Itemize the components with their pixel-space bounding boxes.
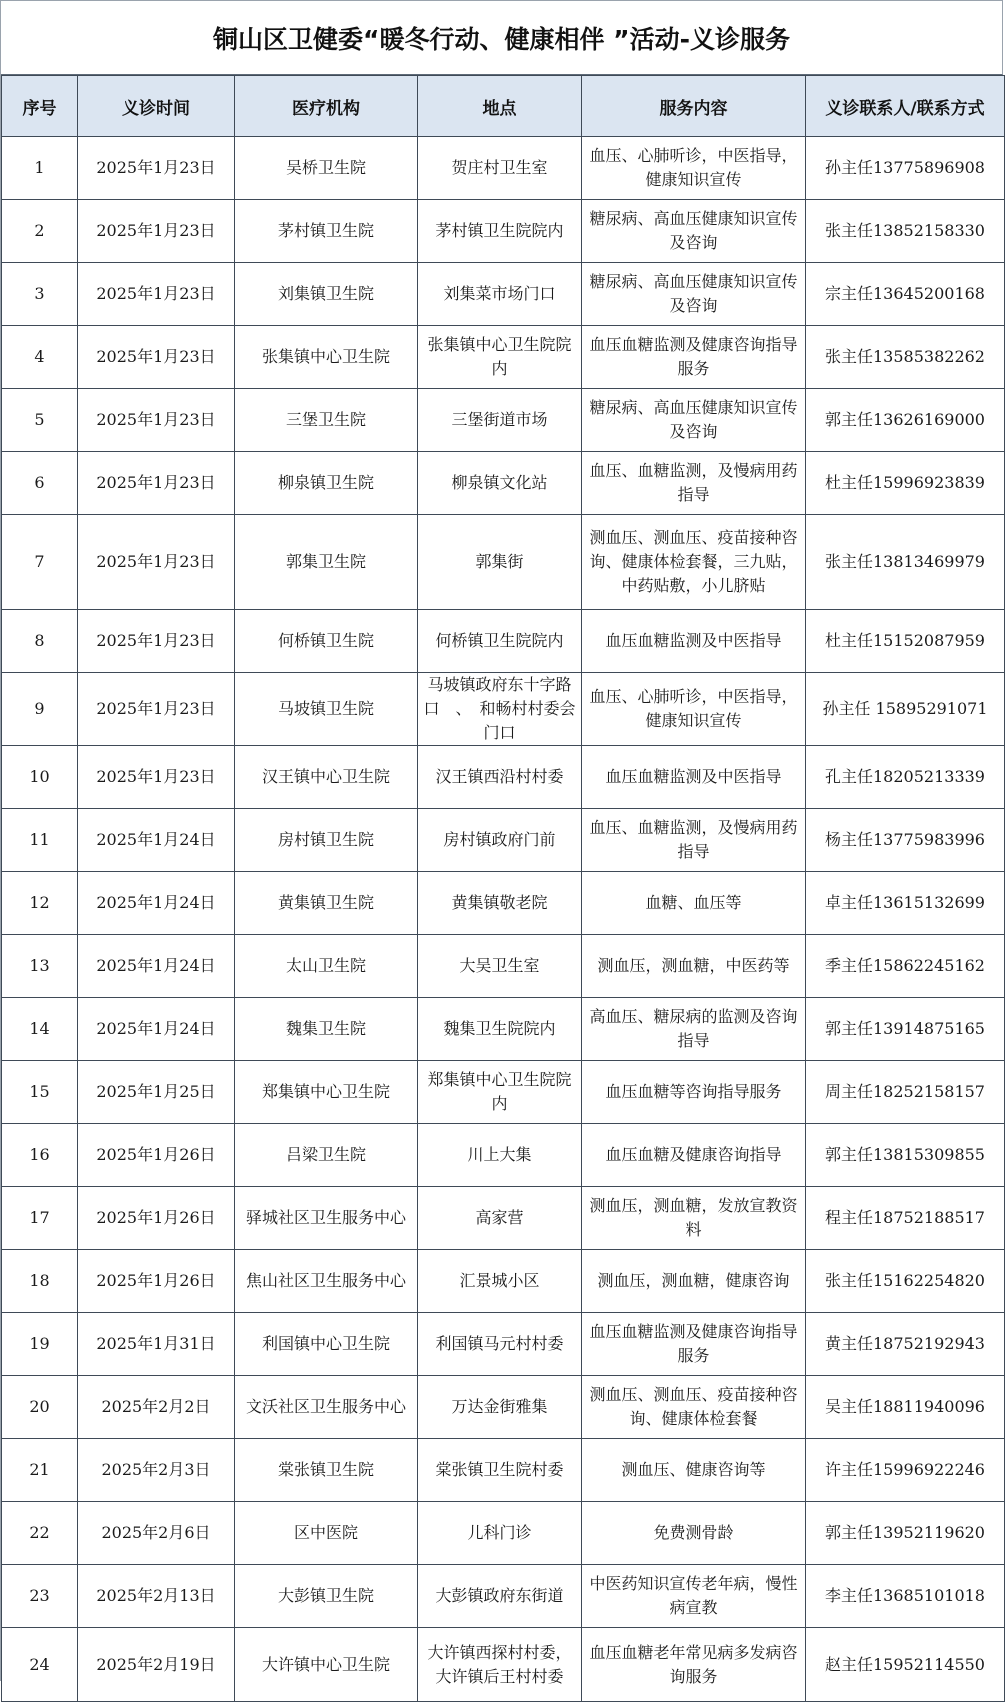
cell-service: 血压血糖老年常见病多发病咨询服务: [582, 1628, 806, 1702]
cell-contact: 宗主任13645200168: [806, 263, 1005, 326]
column-header-date: 义诊时间: [78, 76, 235, 137]
cell-contact: 程主任18752188517: [806, 1187, 1005, 1250]
cell-service: 血压血糖等咨询指导服务: [582, 1061, 806, 1124]
cell-service: 血压、心肺听诊，中医指导，健康知识宣传: [582, 137, 806, 200]
cell-date: 2025年2月3日: [78, 1439, 235, 1502]
cell-no: 14: [2, 998, 78, 1061]
header-row: [2, 76, 1005, 137]
cell-place: 张集镇中心卫生院院内: [418, 326, 582, 389]
cell-org: 驿城社区卫生服务中心: [235, 1187, 418, 1250]
cell-contact: 杜主任15996923839: [806, 452, 1005, 515]
table-row: [2, 1439, 1005, 1502]
cell-date: 2025年1月23日: [78, 452, 235, 515]
cell-org: 郑集镇中心卫生院: [235, 1061, 418, 1124]
cell-no: 8: [2, 610, 78, 673]
cell-no: 23: [2, 1565, 78, 1628]
cell-contact: 杜主任15152087959: [806, 610, 1005, 673]
cell-date: 2025年1月26日: [78, 1250, 235, 1313]
cell-service: 测血压、测血压、疫苗接种咨询、健康体检套餐: [582, 1376, 806, 1439]
cell-date: 2025年1月24日: [78, 809, 235, 872]
table-row: [2, 935, 1005, 998]
cell-contact: 郭主任13952119620: [806, 1502, 1005, 1565]
table-row: [2, 1187, 1005, 1250]
cell-contact: 张主任15162254820: [806, 1250, 1005, 1313]
cell-place: 川上大集: [418, 1124, 582, 1187]
cell-service: 糖尿病、高血压健康知识宣传及咨询: [582, 263, 806, 326]
cell-no: 16: [2, 1124, 78, 1187]
table-row: [2, 998, 1005, 1061]
cell-no: 1: [2, 137, 78, 200]
cell-date: 2025年1月23日: [78, 389, 235, 452]
cell-no: 17: [2, 1187, 78, 1250]
cell-place: 茅村镇卫生院院内: [418, 200, 582, 263]
cell-no: 12: [2, 872, 78, 935]
column-header-contact: 义诊联系人/联系方式: [806, 76, 1005, 137]
cell-service: 血压血糖监测及中医指导: [582, 610, 806, 673]
cell-place: 儿科门诊: [418, 1502, 582, 1565]
cell-service: 血压血糖监测及健康咨询指导服务: [582, 1313, 806, 1376]
cell-contact: 张主任13852158330: [806, 200, 1005, 263]
clinic-schedule-table: [1, 75, 1005, 1702]
cell-contact: 许主任15996922246: [806, 1439, 1005, 1502]
cell-place: 黄集镇敬老院: [418, 872, 582, 935]
cell-contact: 黄主任18752192943: [806, 1313, 1005, 1376]
table-row: [2, 746, 1005, 809]
cell-org: 大彭镇卫生院: [235, 1565, 418, 1628]
table-row: [2, 1376, 1005, 1439]
cell-no: 4: [2, 326, 78, 389]
column-header-place: 地点: [418, 76, 582, 137]
cell-org: 太山卫生院: [235, 935, 418, 998]
table-row: [2, 1061, 1005, 1124]
cell-place: 棠张镇卫生院村委: [418, 1439, 582, 1502]
cell-contact: 郭主任13626169000: [806, 389, 1005, 452]
cell-place: 何桥镇卫生院院内: [418, 610, 582, 673]
cell-place: 三堡街道市场: [418, 389, 582, 452]
cell-place: 大彭镇政府东街道: [418, 1565, 582, 1628]
cell-service: 免费测骨龄: [582, 1502, 806, 1565]
cell-no: 9: [2, 673, 78, 746]
column-header-service: 服务内容: [582, 76, 806, 137]
cell-contact: 卓主任13615132699: [806, 872, 1005, 935]
cell-service: 血压、心肺听诊，中医指导，健康知识宣传: [582, 673, 806, 746]
cell-no: 7: [2, 515, 78, 610]
cell-org: 刘集镇卫生院: [235, 263, 418, 326]
cell-place: 郑集镇中心卫生院院内: [418, 1061, 582, 1124]
cell-service: 血压血糖监测及健康咨询指导服务: [582, 326, 806, 389]
cell-contact: 杨主任13775983996: [806, 809, 1005, 872]
cell-service: 高血压、糖尿病的监测及咨询指导: [582, 998, 806, 1061]
cell-date: 2025年1月23日: [78, 263, 235, 326]
cell-org: 利国镇中心卫生院: [235, 1313, 418, 1376]
cell-contact: 孔主任18205213339: [806, 746, 1005, 809]
table-row: [2, 872, 1005, 935]
cell-org: 何桥镇卫生院: [235, 610, 418, 673]
table-row: [2, 1628, 1005, 1702]
cell-org: 棠张镇卫生院: [235, 1439, 418, 1502]
cell-place: 大吴卫生室: [418, 935, 582, 998]
cell-no: 21: [2, 1439, 78, 1502]
table-row: [2, 610, 1005, 673]
cell-service: 中医药知识宣传老年病，慢性病宣教: [582, 1565, 806, 1628]
cell-org: 马坡镇卫生院: [235, 673, 418, 746]
cell-org: 魏集卫生院: [235, 998, 418, 1061]
cell-org: 柳泉镇卫生院: [235, 452, 418, 515]
cell-contact: 张主任13585382262: [806, 326, 1005, 389]
cell-date: 2025年1月26日: [78, 1187, 235, 1250]
table-row: [2, 200, 1005, 263]
cell-org: 茅村镇卫生院: [235, 200, 418, 263]
cell-service: 血压、血糖监测，及慢病用药指导: [582, 809, 806, 872]
cell-contact: 张主任13813469979: [806, 515, 1005, 610]
table-row: [2, 452, 1005, 515]
cell-date: 2025年2月2日: [78, 1376, 235, 1439]
cell-service: 血压、血糖监测，及慢病用药指导: [582, 452, 806, 515]
cell-service: 糖尿病、高血压健康知识宣传及咨询: [582, 389, 806, 452]
cell-date: 2025年1月24日: [78, 935, 235, 998]
cell-no: 3: [2, 263, 78, 326]
cell-no: 20: [2, 1376, 78, 1439]
cell-contact: 季主任15862245162: [806, 935, 1005, 998]
cell-service: 测血压，测血糖，健康咨询: [582, 1250, 806, 1313]
cell-service: 血压血糖监测及中医指导: [582, 746, 806, 809]
cell-contact: 孙主任13775896908: [806, 137, 1005, 200]
cell-place: 刘集菜市场门口: [418, 263, 582, 326]
cell-no: 18: [2, 1250, 78, 1313]
cell-org: 黄集镇卫生院: [235, 872, 418, 935]
cell-date: 2025年1月26日: [78, 1124, 235, 1187]
table-row: [2, 137, 1005, 200]
cell-org: 张集镇中心卫生院: [235, 326, 418, 389]
cell-contact: 周主任18252158157: [806, 1061, 1005, 1124]
cell-org: 房村镇卫生院: [235, 809, 418, 872]
cell-org: 汉王镇中心卫生院: [235, 746, 418, 809]
cell-place: 房村镇政府门前: [418, 809, 582, 872]
table-row: [2, 1250, 1005, 1313]
cell-service: 糖尿病、高血压健康知识宣传及咨询: [582, 200, 806, 263]
cell-contact: 郭主任13914875165: [806, 998, 1005, 1061]
table-row: [2, 515, 1005, 610]
cell-org: 三堡卫生院: [235, 389, 418, 452]
cell-date: 2025年1月23日: [78, 137, 235, 200]
cell-no: 5: [2, 389, 78, 452]
cell-date: 2025年1月31日: [78, 1313, 235, 1376]
cell-date: 2025年1月23日: [78, 610, 235, 673]
cell-service: 测血压、健康咨询等: [582, 1439, 806, 1502]
sheet-title: 铜山区卫健委“暖冬行动、健康相伴 ”活动-义诊服务: [1, 1, 1003, 75]
cell-org: 区中医院: [235, 1502, 418, 1565]
cell-date: 2025年1月23日: [78, 326, 235, 389]
cell-service: 测血压，测血糖，发放宣教资料: [582, 1187, 806, 1250]
cell-contact: 赵主任15952114550: [806, 1628, 1005, 1702]
cell-date: 2025年2月6日: [78, 1502, 235, 1565]
cell-place: 贺庄村卫生室: [418, 137, 582, 200]
table-row: [2, 1502, 1005, 1565]
column-header-org: 医疗机构: [235, 76, 418, 137]
cell-org: 郭集卫生院: [235, 515, 418, 610]
cell-place: 柳泉镇文化站: [418, 452, 582, 515]
cell-date: 2025年1月23日: [78, 673, 235, 746]
cell-service: 血糖、血压等: [582, 872, 806, 935]
cell-org: 吕梁卫生院: [235, 1124, 418, 1187]
cell-date: 2025年1月23日: [78, 200, 235, 263]
cell-place: 大许镇西探村村委，大许镇后王村村委: [418, 1628, 582, 1702]
table-row: [2, 389, 1005, 452]
table-row: [2, 263, 1005, 326]
cell-date: 2025年2月13日: [78, 1565, 235, 1628]
cell-no: 6: [2, 452, 78, 515]
cell-no: 11: [2, 809, 78, 872]
cell-no: 19: [2, 1313, 78, 1376]
cell-place: 魏集卫生院院内: [418, 998, 582, 1061]
cell-date: 2025年1月23日: [78, 515, 235, 610]
cell-date: 2025年1月23日: [78, 746, 235, 809]
cell-date: 2025年1月25日: [78, 1061, 235, 1124]
table-row: [2, 1565, 1005, 1628]
cell-place: 郭集街: [418, 515, 582, 610]
cell-date: 2025年1月24日: [78, 998, 235, 1061]
cell-date: 2025年2月19日: [78, 1628, 235, 1702]
cell-service: 测血压、测血压、疫苗接种咨询、健康体检套餐，三九贴，中药贴敷，小儿脐贴: [582, 515, 806, 610]
cell-no: 22: [2, 1502, 78, 1565]
table-row: [2, 673, 1005, 746]
cell-place: 万达金街雅集: [418, 1376, 582, 1439]
column-header-no: 序号: [2, 76, 78, 137]
table-row: [2, 1313, 1005, 1376]
cell-contact: 郭主任13815309855: [806, 1124, 1005, 1187]
cell-place: 利国镇马元村村委: [418, 1313, 582, 1376]
cell-date: 2025年1月24日: [78, 872, 235, 935]
cell-contact: 孙主任 15895291071: [806, 673, 1005, 746]
cell-contact: 李主任13685101018: [806, 1565, 1005, 1628]
cell-service: 血压血糖及健康咨询指导: [582, 1124, 806, 1187]
table-row: [2, 809, 1005, 872]
cell-no: 10: [2, 746, 78, 809]
cell-org: 吴桥卫生院: [235, 137, 418, 200]
cell-no: 13: [2, 935, 78, 998]
cell-org: 大许镇中心卫生院: [235, 1628, 418, 1702]
cell-contact: 吴主任18811940096: [806, 1376, 1005, 1439]
cell-place: 汇景城小区: [418, 1250, 582, 1313]
cell-no: 2: [2, 200, 78, 263]
table-row: [2, 326, 1005, 389]
cell-place: 马坡镇政府东十字路口 、 和畅村村委会门口: [418, 673, 582, 746]
table-row: [2, 1124, 1005, 1187]
cell-service: 测血压，测血糖，中医药等: [582, 935, 806, 998]
cell-no: 24: [2, 1628, 78, 1702]
cell-place: 汉王镇西沿村村委: [418, 746, 582, 809]
cell-no: 15: [2, 1061, 78, 1124]
cell-org: 焦山社区卫生服务中心: [235, 1250, 418, 1313]
cell-place: 高家营: [418, 1187, 582, 1250]
cell-org: 文沃社区卫生服务中心: [235, 1376, 418, 1439]
